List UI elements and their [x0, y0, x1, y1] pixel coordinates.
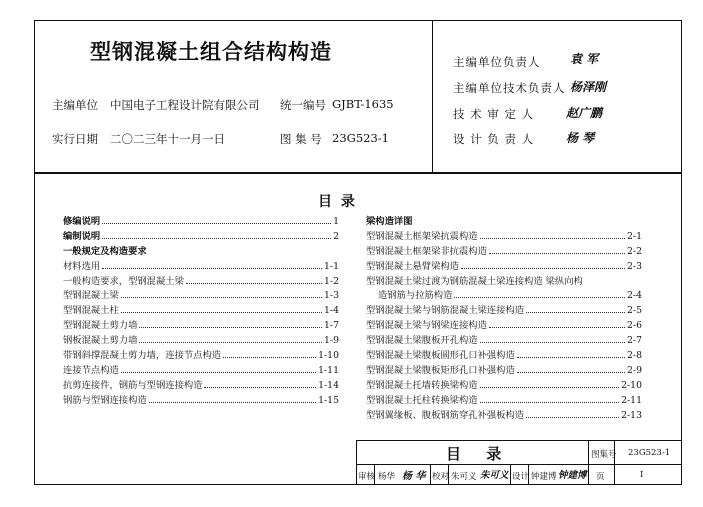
toc-entry-title: 型钢混凝土梁腹板开孔构造 — [366, 335, 478, 347]
title-block-atlas-value: 23G523-1 — [628, 448, 671, 458]
toc-entry[interactable] — [366, 364, 642, 379]
design-signature: 钟建博 — [558, 470, 587, 481]
leader-dots — [526, 312, 625, 313]
toc-entry[interactable] — [63, 230, 339, 245]
review-name: 杨华 — [378, 472, 396, 482]
code-label: 统一编号 — [280, 98, 326, 112]
toc-entry-page: 1-2 — [324, 275, 339, 287]
toc-entry-page: 1-7 — [324, 320, 339, 332]
toc-entry-page: 2-4 — [627, 290, 642, 302]
leader-dots — [102, 268, 322, 269]
toc-entry-page: 2-1 — [627, 230, 642, 242]
signature-role: 设 计 负 责 人 — [453, 132, 535, 146]
design-name: 钟建博 — [531, 472, 557, 482]
signature-role: 技 术 审 定 人 — [453, 107, 535, 121]
toc-entry-page: 1-11 — [318, 364, 339, 376]
toc-entry-title: 型钢混凝土悬臂梁构造 — [366, 260, 459, 272]
toc-entry-page: 1-4 — [324, 305, 339, 317]
toc-entry-page: 2-2 — [627, 245, 642, 257]
header-bottom-rule — [34, 172, 682, 174]
toc-entry-title: 型钢混凝土梁与钢筋混凝土梁连接构造 — [366, 305, 525, 317]
toc-entry[interactable] — [63, 334, 339, 349]
cell-divider — [510, 464, 511, 485]
toc-entry[interactable] — [63, 275, 339, 290]
leader-dots — [204, 387, 316, 388]
title-block-top-rule — [356, 440, 682, 441]
page-label: 页 — [596, 472, 605, 482]
toc-entry-title: 型钢混凝土柱 — [63, 305, 119, 317]
toc-entry[interactable] — [366, 245, 642, 260]
check-signature: 朱可义 — [480, 470, 509, 481]
toc-entry[interactable] — [63, 215, 339, 230]
toc-section-title: 梁构造详图 — [366, 216, 413, 227]
toc-entry[interactable] — [366, 319, 642, 334]
toc-entry-title: 一般构造要求，型钢混凝土梁 — [63, 275, 184, 287]
leader-dots — [102, 238, 331, 239]
toc-entry-page: 2-8 — [627, 350, 642, 362]
toc-entry[interactable] — [366, 260, 642, 275]
toc-entry-page: 1-3 — [324, 290, 339, 302]
toc-entry-page: 1-14 — [318, 379, 339, 391]
leader-dots — [186, 283, 322, 284]
toc-entry-title: 型钢混凝土梁过渡为钢筋混凝土梁连接构造 梁纵向构 — [366, 275, 583, 287]
toc-entry-page: 1-15 — [318, 394, 339, 406]
page-value: I — [640, 470, 644, 480]
leader-dots — [517, 357, 625, 358]
leader-dots — [480, 238, 625, 239]
toc-entry-page: 2-9 — [627, 364, 642, 376]
toc-entry-page: 1 — [333, 216, 339, 227]
toc-entry[interactable] — [366, 304, 642, 319]
toc-entry[interactable] — [63, 260, 339, 275]
leader-dots — [121, 297, 322, 298]
toc-entry[interactable] — [366, 349, 642, 364]
leader-dots — [480, 402, 620, 403]
toc-entry-title: 编制说明 — [63, 230, 101, 242]
toc-section-heading — [63, 245, 339, 260]
signature-handwritten: 赵广鹏 — [566, 106, 603, 120]
toc-entry-title: 型钢混凝土梁与钢梁连接构造 — [366, 320, 487, 332]
toc-entry-title: 型钢混凝土框架梁抗震构造 — [366, 230, 478, 242]
leader-dots — [121, 312, 322, 313]
toc-section-title: 一般规定及构造要求 — [63, 245, 147, 257]
editor-unit-value: 中国电子工程设计院有限公司 — [110, 98, 260, 112]
toc-entry-page: 1-10 — [318, 350, 339, 362]
toc-right-column — [366, 215, 642, 423]
atlas-label: 图 集 号 — [280, 132, 322, 146]
toc-entry-page: 2-11 — [621, 394, 642, 406]
leader-dots — [223, 357, 316, 358]
toc-entry[interactable] — [366, 379, 642, 394]
leader-dots — [102, 223, 331, 224]
header-signature-divider — [432, 20, 433, 173]
design-label: 设计 — [512, 472, 530, 482]
toc-entry[interactable] — [366, 289, 642, 304]
code-value: GJBT-1635 — [332, 97, 394, 111]
leader-dots — [121, 372, 316, 373]
title-block-mid-rule — [356, 464, 682, 465]
toc-entry-page: 2-3 — [627, 260, 642, 272]
toc-entry[interactable] — [366, 275, 642, 290]
signature-role: 主编单位技术负责人 — [453, 81, 566, 95]
toc-entry-title: 型钢混凝土托墙转换梁构造 — [366, 379, 478, 391]
toc-section-heading — [366, 215, 642, 230]
toc-entry-title: 造钢筋与拉筋构造 — [378, 290, 453, 302]
toc-entry[interactable] — [366, 334, 642, 349]
leader-dots — [480, 342, 625, 343]
toc-entry[interactable] — [366, 394, 642, 409]
toc-entry-title: 型钢混凝土剪力墙 — [63, 320, 138, 332]
toc-entry-title: 钢筋与型钢连接构造 — [63, 394, 147, 406]
toc-entry-page: 2-7 — [627, 335, 642, 347]
review-signature: 杨 华 — [402, 471, 426, 482]
toc-entry-page: 1-9 — [324, 335, 339, 347]
toc-entry-title: 材料选用 — [63, 260, 101, 272]
toc-entry[interactable] — [63, 319, 339, 334]
atlas-value: 23G523-1 — [332, 131, 389, 145]
toc-entry-title: 型钢混凝土托柱转换梁构造 — [366, 394, 478, 406]
leader-dots — [454, 297, 625, 298]
date-label: 实行日期 — [52, 132, 98, 146]
toc-entry-title: 抗剪连接件，钢筋与型钢连接构造 — [63, 379, 203, 391]
leader-dots — [461, 268, 625, 269]
cell-divider — [430, 464, 431, 485]
leader-dots — [526, 417, 619, 418]
check-label: 校对 — [432, 472, 450, 482]
toc-entry-title: 型钢混凝土框架梁非抗震构造 — [366, 245, 487, 257]
toc-entry-title: 连接节点构造 — [63, 364, 119, 376]
toc-entry[interactable] — [366, 409, 642, 424]
leader-dots — [139, 327, 322, 328]
toc-entry-title: 带钢斜撑混凝土剪力墙，连接节点构造 — [63, 350, 222, 362]
toc-entry-page: 2-10 — [621, 379, 642, 391]
title-block-title: 目 录 — [446, 445, 512, 463]
title-block-divider — [614, 440, 615, 485]
leader-dots — [480, 387, 620, 388]
toc-entry[interactable] — [366, 230, 642, 245]
signature-role: 主编单位负责人 — [453, 55, 541, 69]
toc-entry[interactable] — [63, 349, 339, 364]
check-name: 朱可义 — [451, 472, 477, 482]
toc-heading: 目 录 — [318, 194, 357, 210]
toc-left-column — [63, 215, 339, 409]
toc-entry[interactable] — [63, 364, 339, 379]
toc-entry-title: 型钢混凝土梁腹板矩形孔口补强构造 — [366, 364, 515, 376]
toc-entry-page: 2-6 — [627, 320, 642, 332]
page-title: 型钢混凝土组合结构构造 — [90, 40, 332, 64]
toc-entry-title: 型钢翼缘板、腹板钢筋穿孔补强板构造 — [366, 409, 525, 421]
signature-handwritten: 袁 军 — [570, 52, 599, 66]
leader-dots — [489, 253, 625, 254]
toc-entry-title: 钢板混凝土剪力墙 — [63, 335, 138, 347]
review-label: 审核 — [358, 472, 376, 482]
toc-entry[interactable] — [63, 379, 339, 394]
toc-entry-title: 型钢混凝土梁 — [63, 290, 119, 302]
toc-entry-title: 型钢混凝土梁腹板圆形孔口补强构造 — [366, 350, 515, 362]
toc-entry-title: 修编说明 — [63, 216, 101, 227]
editor-unit-label: 主编单位 — [52, 98, 98, 112]
leader-dots — [517, 372, 625, 373]
toc-entry-page: 1-1 — [324, 260, 339, 272]
toc-entry-page: 2-5 — [627, 305, 642, 317]
title-block-divider — [588, 440, 589, 485]
signature-handwritten: 杨泽刚 — [570, 80, 607, 94]
leader-dots — [149, 402, 316, 403]
signature-handwritten: 杨 琴 — [566, 131, 595, 145]
leader-dots — [489, 327, 625, 328]
toc-entry[interactable] — [63, 394, 339, 409]
date-value: 二〇二三年十一月一日 — [110, 132, 225, 146]
toc-entry[interactable] — [63, 289, 339, 304]
toc-entry-page: 2 — [333, 230, 339, 242]
title-block-atlas-label: 图集号 — [591, 450, 617, 460]
toc-entry[interactable] — [63, 304, 339, 319]
toc-entry-page: 2-13 — [621, 409, 642, 421]
leader-dots — [139, 342, 322, 343]
